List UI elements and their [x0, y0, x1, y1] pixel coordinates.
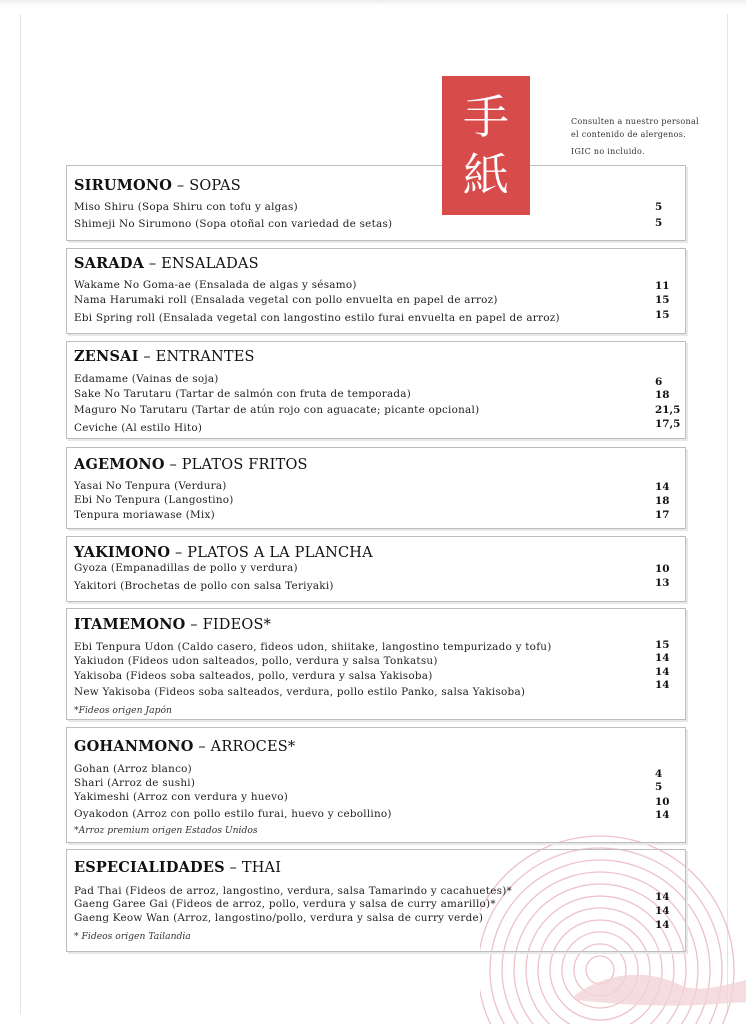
- section-title: GOHANMONO – ARROCES*: [74, 738, 296, 755]
- section-title: SARADA – ENSALADAS: [74, 255, 259, 272]
- logo-char-2: 紙: [463, 147, 509, 202]
- item-price: 14: [655, 809, 670, 821]
- allergen-note: [571, 115, 699, 158]
- item-price: 5: [655, 201, 663, 213]
- section-title: AGEMONO – PLATOS FRITOS: [74, 456, 308, 473]
- item-price: 6: [655, 376, 663, 388]
- section-title: ESPECIALIDADES – THAI: [74, 859, 282, 876]
- menu-item: Ceviche (Al estilo Hito): [74, 422, 203, 434]
- logo-char-1: 手: [463, 89, 509, 144]
- menu-item: Ebi Spring roll (Ensalada vegetal con langostino estilo furai envuelta en papel de arroz): [74, 312, 560, 324]
- item-price: 14: [655, 891, 670, 903]
- menu-item: New Yakisoba (Fideos soba salteados, verdura, pollo estilo Panko, salsa Yakisoba): [74, 686, 526, 698]
- section-footnote: *Fideos origen Japón: [74, 705, 172, 716]
- section-sarada: [66, 248, 686, 334]
- item-price: 14: [655, 905, 670, 917]
- item-price: 14: [655, 679, 670, 691]
- menu-item: Yasai No Tenpura (Verdura): [74, 480, 227, 492]
- menu-item: Maguro No Tarutaru (Tartar de atún rojo con aguacate; picante opcional): [74, 404, 480, 416]
- menu-item: Oyakodon (Arroz con pollo estilo furai, huevo y cebollino): [74, 808, 392, 820]
- menu-item: Nama Harumaki roll (Ensalada vegetal con pollo envuelta en papel de arroz): [74, 294, 498, 306]
- section-footnote: * Fideos origen Tailandia: [74, 931, 191, 942]
- item-price: 14: [655, 666, 670, 678]
- item-price: 15: [655, 639, 670, 651]
- note-line-2: el contenido de alergenos.: [571, 130, 686, 139]
- item-price: 5: [655, 781, 663, 793]
- menu-item: Sake No Tarutaru (Tartar de salmón con fruta de temporada): [74, 388, 412, 400]
- section-title: ITAMEMONO – FIDEOS*: [74, 616, 272, 633]
- note-line-1: Consulten a nuestro personal: [571, 117, 699, 126]
- menu-item: Shari (Arroz de sushi): [74, 777, 196, 789]
- menu-item: Tenpura moriawase (Mix): [74, 509, 215, 521]
- section-title: SIRUMONO – SOPAS: [74, 177, 241, 194]
- menu-item: Gaeng Keow Wan (Arroz, langostino/pollo, verdura y salsa de curry verde): [74, 912, 484, 924]
- section-zensai: [66, 341, 686, 439]
- logo-stamp: [442, 76, 530, 215]
- item-price: 17: [655, 509, 670, 521]
- item-price: 18: [655, 389, 670, 401]
- section-sirumono: [66, 165, 686, 241]
- menu-item: Edamame (Vainas de soja): [74, 373, 219, 385]
- menu-item: Ebi Tenpura Udon (Caldo casero, fideos udon, shiitake, langostino tempurizado y tofu): [74, 641, 552, 653]
- menu-item: Wakame No Goma-ae (Ensalada de algas y sésamo): [74, 279, 357, 291]
- item-price: 5: [655, 217, 663, 229]
- item-price: 4: [655, 768, 663, 780]
- item-price: 15: [655, 294, 670, 306]
- item-price: 14: [655, 481, 670, 493]
- item-price: 18: [655, 495, 670, 507]
- menu-item: Yakiudon (Fideos udon salteados, pollo, verdura y salsa Tonkatsu): [74, 655, 438, 667]
- note-line-3: IGIC no incluido.: [571, 147, 645, 156]
- menu-item: Ebi No Tenpura (Langostino): [74, 494, 234, 506]
- section-agemono: [66, 447, 686, 529]
- section-title: ZENSAI – ENTRANTES: [74, 348, 255, 365]
- section-footnote: *Arroz premium origen Estados Unidos: [74, 825, 258, 836]
- menu-item: Pad Thai (Fideos de arroz, langostino, verdura, salsa Tamarindo y cacahuetes)*: [74, 885, 512, 897]
- item-price: 11: [655, 280, 670, 292]
- item-price: 21,5: [655, 404, 681, 416]
- section-itamemono: [66, 608, 686, 720]
- item-price: 13: [655, 577, 670, 589]
- item-price: 15: [655, 309, 670, 321]
- item-price: 14: [655, 919, 670, 931]
- section-yakimono: [66, 536, 686, 602]
- item-price: 10: [655, 796, 670, 808]
- menu-item: Shimeji No Sirumono (Sopa otoñal con variedad de setas): [74, 218, 393, 230]
- section-especialidades: [66, 849, 686, 952]
- menu-item: Gaeng Garee Gai (Fideos de arroz, pollo, verdura y salsa de curry amarillo)*: [74, 898, 496, 910]
- menu-item: Yakimeshi (Arroz con verdura y huevo): [74, 791, 289, 803]
- item-price: 10: [655, 563, 670, 575]
- item-price: 14: [655, 652, 670, 664]
- menu-item: Gyoza (Empanadillas de pollo y verdura): [74, 562, 298, 574]
- section-title: YAKIMONO – PLATOS A LA PLANCHA: [74, 544, 373, 561]
- menu-item: Yakisoba (Fideos soba salteados, pollo, verdura y salsa Yakisoba): [74, 670, 433, 682]
- top-edge: [0, 0, 746, 6]
- section-gohanmono: [66, 727, 686, 843]
- menu-item: Gohan (Arroz blanco): [74, 763, 192, 775]
- item-price: 17,5: [655, 418, 681, 430]
- menu-item: Miso Shiru (Sopa Shiru con tofu y algas): [74, 201, 298, 213]
- menu-item: Yakitori (Brochetas de pollo con salsa Teriyaki): [74, 580, 334, 592]
